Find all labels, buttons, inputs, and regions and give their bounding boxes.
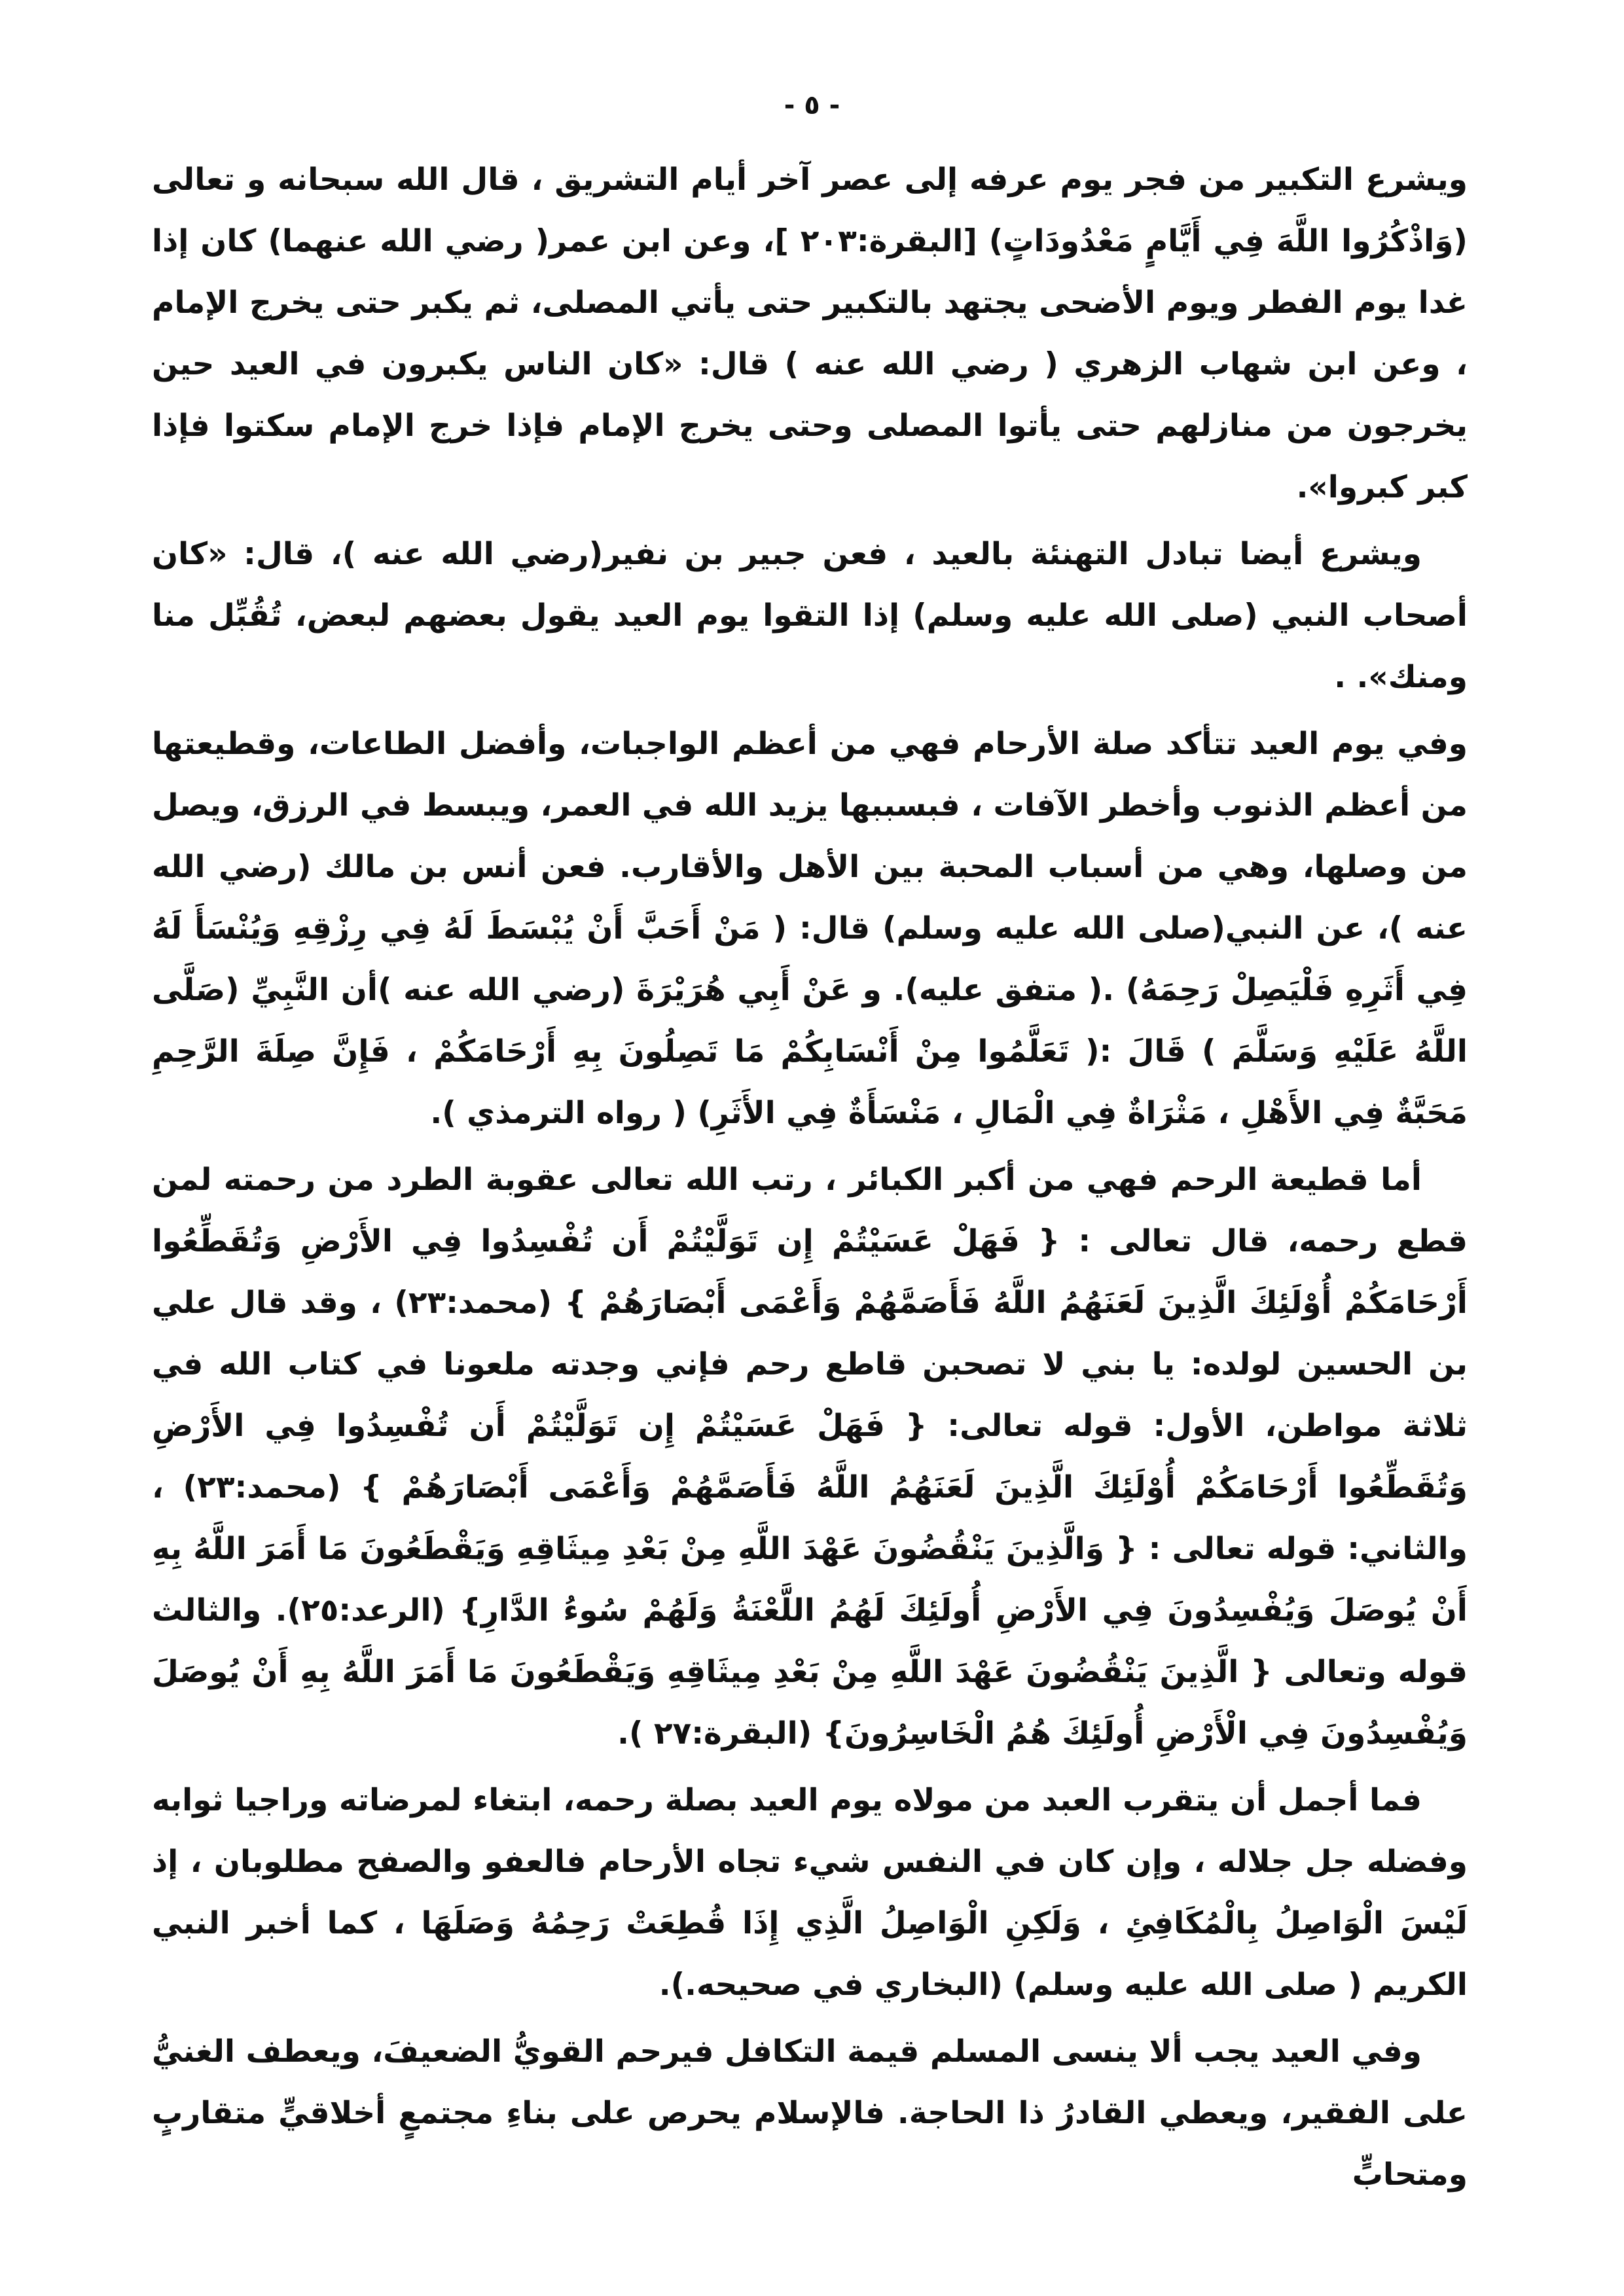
paragraph-kinship: وفي يوم العيد تتأكد صلة الأرحام فهي من أعظم الواجبات، وأفضل الطاعات، وقطيعتها من أعظم الذنوب وأخطر الآفات ، فبسببها يزيد الله في العمر، ويبسط في الرزق، ويصل من وصلها، وهي من أسباب المحبة بين الأهل والأقارب. فعن أنس بن مالك (رضي الله عنه )، عن النبي(صلى الله عليه وسلم) قال: ( مَنْ أَحَبَّ أَنْ يُبْسَطَ لَهُ فِي رِزْقِهِ وَيُنْسَأَ لَهُ فِي أَثَرِهِ فَلْيَصِلْ رَحِمَهُ) .( متفق عليه). و عَنْ أَبِي هُرَيْرَةَ (رضي الله عنه )أن النَّبِيِّ (صَلَّى اللَّهُ عَلَيْهِ وَسَلَّمَ ) قَالَ :( تَعَلَّمُوا مِنْ أَنْسَابِكُمْ مَا تَصِلُونَ بِهِ أَرْحَامَكُمْ ، فَإِنَّ صِلَةَ الرَّحِمِ مَحَبَّةٌ فِي الأَهْلِ ، مَثْرَاةٌ فِي الْمَالِ ، مَنْسَأَةٌ فِي الأَثَرِ) ( رواه الترمذي ). <box>152 726 1468 1131</box>
paragraph-takbir: ويشرع التكبير من فجر يوم عرفه إلى عصر آخر أيام التشريق ، قال الله سبحانه و تعالى (وَاذْكُرُوا اللَّهَ فِي أَيَّامٍ مَعْدُودَاتٍ) [البقرة:٢٠٣ ]، وعن ابن عمر( رضي الله عنهما) كان إذا غدا يوم الفطر ويوم الأضحى يجتهد بالتكبير حتى يأتي المصلى، ثم يكبر حتى يخرج الإمام ، وعن ابن شهاب الزهري ( رضي الله عنه ) قال: «كان الناس يكبرون في العيد حين يخرجون من منازلهم حتى يأتوا المصلى وحتى يخرج الإمام فإذا خرج الإمام سكتوا فإذا كبر كبروا». <box>152 162 1468 505</box>
paragraph-severing-kinship: أما قطيعة الرحم فهي من أكبر الكبائر ، رتب الله تعالى عقوبة الطرد من رحمته لمن قطع رحمه، قال تعالى : { فَهَلْ عَسَيْتُمْ إِن تَوَلَّيْتُمْ أَن تُفْسِدُوا فِي الأَرْضِ وَتُقَطِّعُوا أَرْحَامَكُمْ أُوْلَئِكَ الَّذِينَ لَعَنَهُمُ اللَّهُ فَأَصَمَّهُمْ وَأَعْمَى أَبْصَارَهُمْ } (محمد:٢٣) ، وقد قال علي بن الحسين لولده: يا بني لا تصحبن قاطع رحم فإني وجدته ملعونا في كتاب الله في ثلاثة مواطن، الأول: قوله تعالى: { فَهَلْ عَسَيْتُمْ إِن تَوَلَّيْتُمْ أَن تُفْسِدُوا فِي الأَرْضِ وَتُقَطِّعُوا أَرْحَامَكُمْ أُوْلَئِكَ الَّذِينَ لَعَنَهُمُ اللَّهُ فَأَصَمَّهُمْ وَأَعْمَى أَبْصَارَهُمْ } (محمد:٢٣) ، والثاني: قوله تعالى : { وَالَّذِينَ يَنْقُضُونَ عَهْدَ اللَّهِ مِنْ بَعْدِ مِيثَاقِهِ وَيَقْطَعُونَ مَا أَمَرَ اللَّهُ بِهِ أَنْ يُوصَلَ وَيُفْسِدُونَ فِي الأَرْضِ أُولَئِكَ لَهُمُ اللَّعْنَةُ وَلَهُمْ سُوءُ الدَّارِ} (الرعد:٢٥). والثالث قوله وتعالى { الَّذِينَ يَنْقُضُونَ عَهْدَ اللَّهِ مِنْ بَعْدِ مِيثَاقِهِ وَيَقْطَعُونَ مَا أَمَرَ اللَّهُ بِهِ أَنْ يُوصَلَ وَيُفْسِدُونَ فِي الْأَرْضِ أُولَئِكَ هُمُ الْخَاسِرُونَ} (البقرة:٢٧ ). <box>152 1162 1468 1751</box>
paragraph-solidarity: وفي العيد يجب ألا ينسى المسلم قيمة التكافل فيرحم القويُّ الضعيفَ، ويعطف الغنيُّ على الفقير، ويعطي القادرُ ذا الحاجة. فالإسلام يحرص على بناءِ مجتمعٍ أخلاقيٍّ متقاربٍ ومتحابٍّ <box>152 2034 1468 2193</box>
paragraph-congratulation: ويشرع أيضا تبادل التهنئة بالعيد ، فعن جبير بن نفير(رضي الله عنه )، قال: «كان أصحاب النبي (صلى الله عليه وسلم) إذا التقوا يوم العيد يقول بعضهم لبعض، تُقُبِّل منا ومنك». . <box>152 536 1468 695</box>
page-body <box>152 149 1468 2211</box>
page-number: - ٥ - <box>784 90 840 120</box>
paragraph-forgiveness: فما أجمل أن يتقرب العبد من مولاه يوم العيد بصلة رحمه، ابتغاء لمرضاته وراجيا ثوابه وفضله جل جلاله ، وإن كان في النفس شيء تجاه الأرحام فالعفو والصفح مطلوبان ، إذ لَيْسَ الْوَاصِلُ بِالْمُكَافِئِ ، وَلَكِنِ الْوَاصِلُ الَّذِي إِذَا قُطِعَتْ رَحِمُهُ وَصَلَهَا ، كما أخبر النبي الكريم ( صلى الله عليه وسلم) (البخاري في صحيحه.). <box>152 1782 1468 2003</box>
